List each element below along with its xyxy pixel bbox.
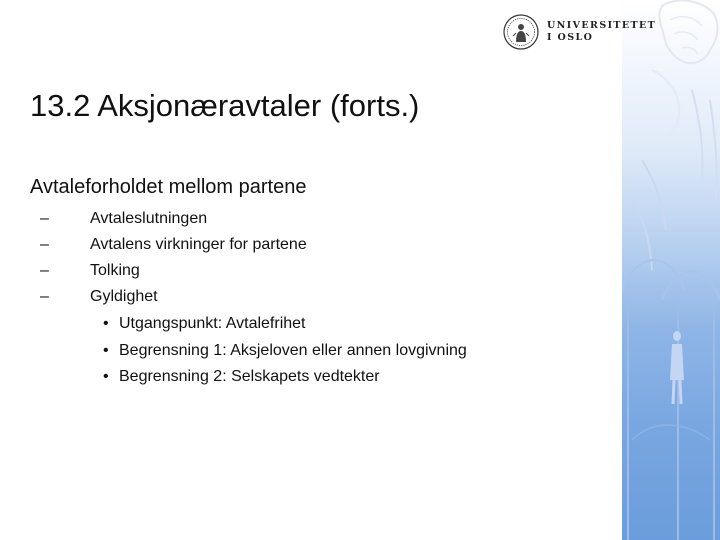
sub-point: – Avtalens virkninger for partene <box>40 236 307 253</box>
sub-point: – Tolking <box>40 262 140 279</box>
sub-point-text: Avtaleslutningen <box>90 210 208 227</box>
sub-sub-point-text: Begrensning 2: Selskapets vedtekter <box>119 368 380 385</box>
sub-sub-point-text: Utgangspunkt: Avtalefrihet <box>119 315 306 332</box>
logo-line-2: I OSLO <box>547 32 594 43</box>
sub-point-text: Tolking <box>90 262 140 279</box>
decorative-side-band <box>622 0 720 540</box>
sub-point-text: Gyldighet <box>90 288 158 305</box>
logo-wordmark <box>547 20 656 44</box>
sub-point: – Avtaleslutningen <box>40 210 208 227</box>
university-seal-icon <box>503 14 539 50</box>
sub-point-list <box>40 210 307 314</box>
university-logo <box>503 12 656 52</box>
sub-sub-point-text: Begrensning 1: Aksjeloven eller annen lovgivning <box>119 341 467 359</box>
sub-sub-point: • Utgangspunkt: Avtalefrihet <box>103 315 306 332</box>
slide-title: 13.2 Aksjonæravtaler (forts.) <box>30 88 420 123</box>
sub-point-text: Avtalens virkninger for partene <box>90 236 307 253</box>
logo-line-1: UNIVERSITETET <box>547 20 657 31</box>
apollo-statue-illustration <box>622 0 720 540</box>
sub-sub-point: • Begrensning 1: Aksjeloven eller annen lovgivning <box>103 341 467 359</box>
sub-sub-point-list <box>103 315 467 395</box>
sub-point: – Gyldighet <box>40 288 158 305</box>
sub-sub-point: • Begrensning 2: Selskapets vedtekter <box>103 368 380 385</box>
main-bullet-point: Avtaleforholdet mellom partene <box>30 176 307 198</box>
